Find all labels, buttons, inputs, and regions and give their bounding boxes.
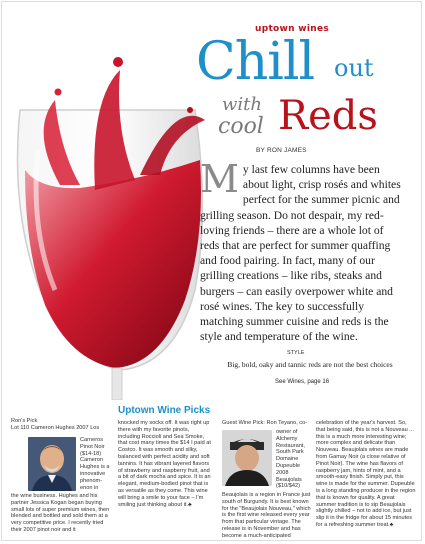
guest-pick-side-text: owner of Alchemy Restaurant, South Park Domaine Dupeuble 2008 Beaujolais ($10/$42)	[276, 429, 305, 490]
drop-cap: M	[200, 157, 239, 201]
column-guest-continued	[316, 420, 416, 529]
ron-james-photo	[28, 437, 76, 491]
column-rons-pick	[11, 418, 107, 432]
rons-pick-side-text: Carneros Pinot Noir ($14-18) Cameron Hughes is a innovative phenom-enon in	[80, 437, 110, 491]
guest-continued-text: celebration of the year's harvest. So, that being said, this is not a Nouveau ... this is a much more interesting wine; more complex and delicate than Nouveau. Beaujolais wines are made from Gamay Noir (a close relative of Pinot Noir). The wine has flavors of raspberry jam, hints of mint, and a smooth-easy finish. Simply put, this wine is made for the summer. Dupeuble is a long standing producer in the region that is known for quality. A great summer tradition is to sip Beaujolais slightly chilled – not to add ice, but just slip it in the fridge for about 15 minutes for a refreshing summer treat.♣	[316, 420, 416, 528]
intro-paragraph	[200, 157, 405, 344]
style-text: Big, bold, oaky and tannic reds are not the best choices	[227, 360, 393, 369]
title-chill: Chill	[196, 32, 315, 92]
title-cool: cool	[218, 114, 264, 139]
rons-pick-body	[11, 493, 111, 534]
byline: BY RON JAMES	[256, 147, 307, 154]
ron-teyano-photo	[222, 430, 272, 486]
wine-picks-heading: Uptown Wine Picks	[118, 405, 211, 416]
guest-pick-body-text: Beaujolais is a region in France just south of Burgundy. It is best known for the "Beaujolais Nouveau," which is the first wine released every year from that particular vintage. The release is in November and has become a much-anticipated	[222, 492, 311, 539]
see-page-reference[interactable]: See Wines, page 16	[275, 379, 330, 385]
pick-continued-text: knocked my socks off. It was right up there with my favorite pinots, including Roccioli and Sea Smoke, that cost many times the $14 I paid at Costco. It was smooth and silky, balanced with perfect acidity and soft tannins. It has vibrant layered flavors of strawberry and raspberry fruit, and a bit of dark mocha and spice. It is an elegant, medium-bodied pinot that is as versatile as they come. This wine will bring a smile to your face – I'm smiling just thinking about it.♣	[118, 420, 211, 508]
intro-text: y last few columns have been about light, crisp rosés and whites perfect for the summer picnic and grilling season. Do not despair, my red-loving friends – there are a whole lot of reds that are perfect for summer quaffing and food pairing. In fact, many of our grilling creations – like ribs, steaks and burgers – can easily overpower white and rosé wines. The key to successfully matching summer cuisine and reds is the style and temperature of the wine.	[200, 163, 401, 344]
guest-pick-body	[222, 492, 314, 540]
title-out: out	[334, 54, 374, 82]
title-reds: Reds	[278, 93, 378, 139]
guest-pick-intro-text: Guest Wine Pick: Ron Teyano, co-	[222, 420, 308, 426]
title-with: with	[222, 94, 262, 115]
guest-pick-intro	[222, 420, 322, 427]
rons-pick-intro: Ron's Pick Lot 110 Cameron Hughes 2007 Los	[11, 418, 100, 431]
section-kicker: uptown wines	[255, 24, 330, 34]
column-pick-continued	[118, 420, 212, 508]
style-heading: STYLE	[287, 350, 305, 356]
wine-glass-illustration	[0, 40, 210, 400]
rons-pick-body-text: the wine business. Hughes and his partner Jessica Kogan began buying small lots of super premium wines, then blended and bottled and sold them at a very competitive price. I recently tried their 2007 pinot noir and it	[11, 493, 110, 533]
